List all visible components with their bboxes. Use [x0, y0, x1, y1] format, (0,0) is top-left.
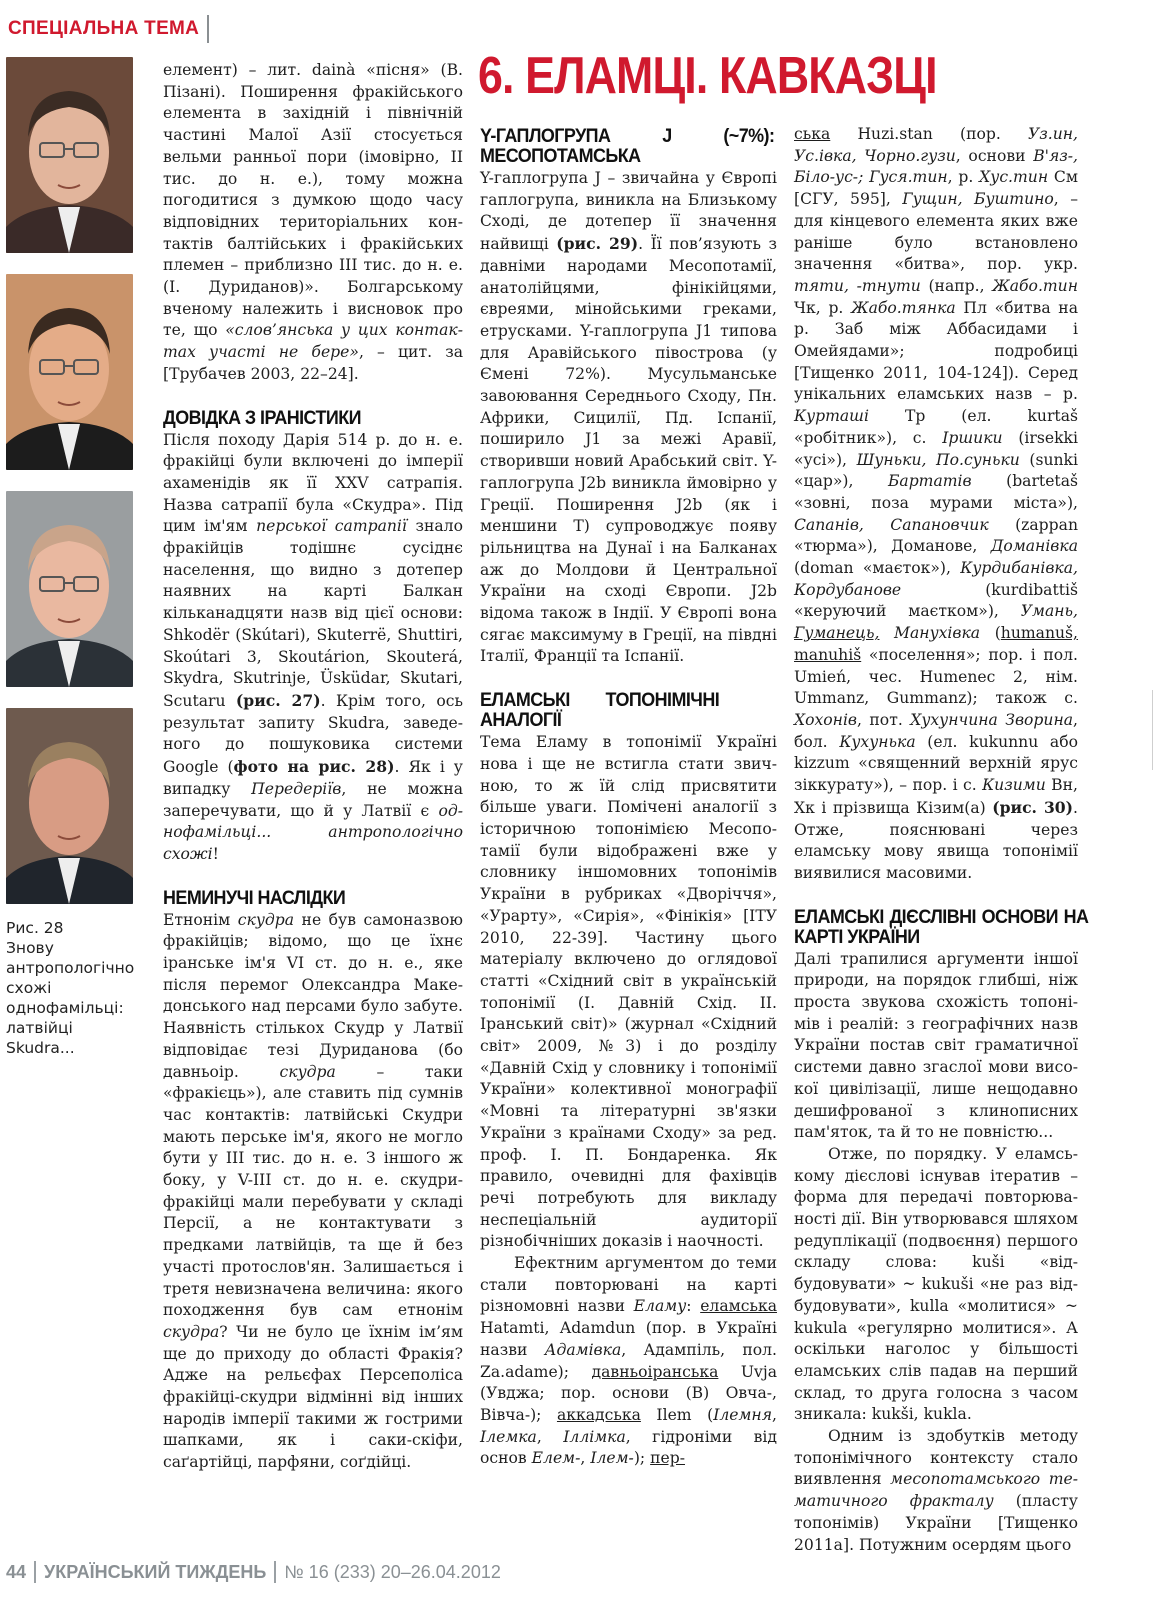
article-column-2 — [480, 126, 777, 1470]
paragraph: ська Huzi.stan (пор. Уз.ин, Ус.івка, Чорно.гузи, основи В'яз-, Біло-ус-; Гуся.тин, р. Хус.тин См [СГУ, 595], Гущин, Буштино, – для кінцевого елемента яких вже раніше було встановлено значення «битва», пор. укр. тяти, -тнути (напр., Жабо.тин Чк, р. Жабо.тянка Пл «битва на р. Заб між Аббасидами і Омейядами»; подробиці [Тищенко 2011, 104-124]). Серед унікальних еламських назв – р. Курташі Тр (ел. kurtaš «робітник»), с. Іршики (irsekki «усі»), Шуньки, По.суньки (sunki «цар»), Бартатів (bartetaš «зовні, поза мурами міста»), Сапанів, Сапановчик (zappan «тюрма»), Доманове, Доманівка (doman «маєток»), Курдибанівка, Кордубанове (kurdibattiš «керуючий маєтком»), Умань, Гуманець, Манухівка (humanuš, manuhiš «поселення»; пор. і пол. Umień, чес. Humenec 2, нім. Ummanz, Gummanz); також с. Хохонів, пот. Хухунчина Зворина, бол. Кухунька (ел. kukunnu або kizzum «священний верхній ярус зіккурату»), – пор. і с. Кизими Вн, Хк і прізвища Кізим(а) (рис. 30). Отже, пояснювані через еламську мову явища топонімії виявилися масовими. — [794, 125, 1079, 882]
paragraph: Y-гаплогрупа J – звичайна у Європі гаплогрупа, виникла на Близькому Сході, де дотепер її значення найвищі (рис. 29). Її пов’язують з давніми народами Месопотамії, анатолійцями, фінікійцями, євреями, мінойськими греками, етрусками. Y-гаплогрупа J1 типова для Аравійського півострова (у Ємені 72%). Мусульманське завоювання Середнього Сходу, Пн. Африки, Сицилії, Пд. Іспанії, поширило J1 за межі Аравії, створивши новий Арабський світ. Y-гаплогрупа J2b виникла ймовірно у Греції. Поширення J2b (як і меншини T) супроводжує появу рільництва на Дунаї і на Балканах аж до Молдови й Центральної України на сході Європи. J2b відома також в Індії. У Європі вона сягає максимуму в Греції, на півдні Італії, Франції та Іспанії. — [480, 169, 777, 666]
page-number: 44 — [6, 1561, 27, 1582]
subheading-iranistics: ДОВІДКА З ІРАНІСТИКИ — [163, 406, 362, 429]
paragraph: елемент) – лит. dainà «пісня» (В. Пізані). Поширення фракійського елемента в західній і північній частині Малої Азії стосується вельми ранньої пори (імовірно, II тис. до н. е.), тому можна погодитися з думкою щодо часу відповідних територіальних контактів балтійських і фракійських племен – приблизно III тис. до н. е. (І. Дуриданов)». Болгарському вченому належить і висновок про те, що «слов’янська у цих контактах участі не бере», – цит. за [Трубачев 2003, 22–24]. — [163, 61, 464, 383]
section-header — [8, 14, 209, 44]
portrait-photo — [6, 274, 133, 470]
issue-info: № 16 (233) 20–26.04.2012 — [284, 1561, 501, 1582]
magazine-name: УКРАЇНСЬКИЙ ТИЖДЕНЬ — [44, 1561, 267, 1582]
person-photo-icon — [6, 274, 133, 470]
subheading-verb-stems: ЕЛАМСЬКІ ДІЄСЛІВНІ ОСНОВИ НА КАРТІ УКРАЇНИ — [794, 905, 1089, 948]
paragraph: Одним із здобутків методу топонімічного контексту стало виявлення месопотамського тематичного фракталу (пласту топонімів) України [Тищенко 2011a]. Потужним осердям цього — [794, 1427, 1078, 1554]
caption-label: Рис. 28 — [6, 919, 64, 937]
article-title: 6. ЕЛАМЦІ. КАВКАЗЦІ — [478, 47, 937, 105]
portrait-photo — [6, 491, 133, 687]
section-rubric: СПЕЦІАЛЬНА ТЕМА — [8, 18, 200, 39]
article-column-1 — [163, 60, 463, 1474]
footer-divider — [34, 1561, 36, 1583]
paragraph: Далі трапилися аргументи іншої природи, на порядок глибші, ніж проста звукова схожість топонімів і реалій: з географічних назв України постав світ граматичної системи давно згаслої мови високої цивілізації, лише нещодавно дешифрованої з клинописних пам'яток, та й то не повністю... — [794, 949, 1078, 1142]
caption-text: Знову антропологічно схожі однофамільці: латвійці Skudra... — [6, 939, 135, 1057]
article-column-3 — [794, 124, 1089, 1556]
footer-divider — [274, 1561, 276, 1583]
page-edge-rule — [1152, 690, 1153, 770]
portrait-photo — [6, 57, 133, 253]
paragraph: Отже, по порядку. У еламському дієслові існував ітератив – форма для передачі повторюваності дії. Він утворювався шляхом редуплікації (подвоєння) першого складу слова: kuši «відбудовувати» ~ kukuši «не раз відбудовувати», kulla «молитися» ~ kukula «регулярно молитися». А оскільки наголос у більшості еламських слів падав на перший склад, то друга голосна з часом зникала: kukši, kukla. — [794, 1144, 1078, 1424]
paragraph: Ефектним аргументом до теми стали повторювані на карті різномовні назви Еламу: еламська Hatamti, Adamdun (пор. в Україні назви Адамівка, Адампіль, пол. Za.adame); давньоіранська Uvja (Увджа; пор. основи (В) Овча-, Вівча-); аккадська Ilem (Ілемня, Ілемка, Іллімка, гідроніми від основ Елем-, Ілем-); пер- — [480, 1254, 778, 1468]
page-footer — [6, 1561, 501, 1583]
portrait-photo — [6, 708, 133, 904]
subheading-elamite-analogies: ЕЛАМСЬКІ ТОПОНІМІЧНІ АНАЛОГІЇ — [480, 689, 720, 732]
paragraph: Після походу Дарія 514 р. до н. е. фракійці були включені до імперії ахаменідів як її XXV сатрапія. Назва сатрапії була «Скудра». Під цим ім'ям перської сатрапії знало фракійців тодішнє сусіднє населення, що видно з дотепер наявних на карті Балкан кільканадцяти назв від цієї основи: Shkodër (Skútari), Skuterrë, Shuttiri, Skoútari 3, Skoutárion, Skouterá, Skydra, Skutrinje, Üsküdar, Skutari, Scutaru (рис. 27). Крім того, ось результат запиту Skudra, заведеного до пошуковика системи Google (фото на рис. 28). Як і у випадку Передеріїв, не можна заперечувати, що й у Латвії є однофамільці... антропологічно схожі! — [163, 430, 464, 863]
subheading-haplogroup-j: Y-ГАПЛОГРУПА J (~7%): МЕСОПОТАМСЬКА — [480, 125, 775, 167]
subheading-consequences: НЕМИНУЧІ НАСЛІДКИ — [163, 886, 346, 909]
rubric-divider — [207, 15, 209, 43]
figure-caption — [6, 918, 146, 1058]
person-photo-icon — [6, 491, 133, 687]
paragraph: Тема Еламу в топонімії Україні нова і ще не встигла стати звичною, то ж їй слід присвятити більше уваги. Помічені аналогії з історичною топонімією Месопотамії були відображені вже у словнику іншомовних топонімів України в рубриках «Дворіччя», «Урарту», «Сирія», «Фінікія» [ІТУ 2010, 22-39]. Частину цього матеріалу включено до оглядової статті «Східний світ в українській топонімії (І. Давній Схід. ІІ. Іранський світ)» (журнал «Східний світ» 2009, №3) і до розділу «Давній Схід у словнику і топонімії України» колективної монографії «Мовні та літературні зв'язки України з країнами Сходу» за ред. проф. І. П. Бондаренка. Як правило, очевидні для фахівців речі потребують для викладу неспеціальній аудиторії різнобічніших доказів і наочності. — [480, 733, 777, 1251]
person-photo-icon — [6, 708, 133, 904]
person-photo-icon — [6, 57, 133, 253]
paragraph: Етнонім скудра не був самоназвою фракійців; відомо, що це їхнє іранське ім'я VI ст. до н. е., яке після перемог Олександра Македонського над персами було забуте. Наявність стількох Скудр у Латвії відповідає тезі Дуриданова (бо давньоір. скудра – таки «фракієць»), але ставить під сумнів час контактів: латвійські Скудри мають перське ім'я, якого не могло бути у III тис. до н. е. З іншого ж боку, у V-III ст. до н. е. скудри-фракійці мали перебувати у складі Персії, а не контактувати з предками латвійців, та ще й без участі протослов'ян. Залишається і третя невизначена величина: якого походження був сам етнонім скудра? Чи не було це їхнім ім’ям ще до приходу до області Фракія? Адже на рельєфах Персеполіса фракійці-скудри відмінні від інших народів імперії такими ж гострими шапками, як і саки-скіфи, саґартійці, парфяни, соґдійці. — [163, 910, 463, 1472]
